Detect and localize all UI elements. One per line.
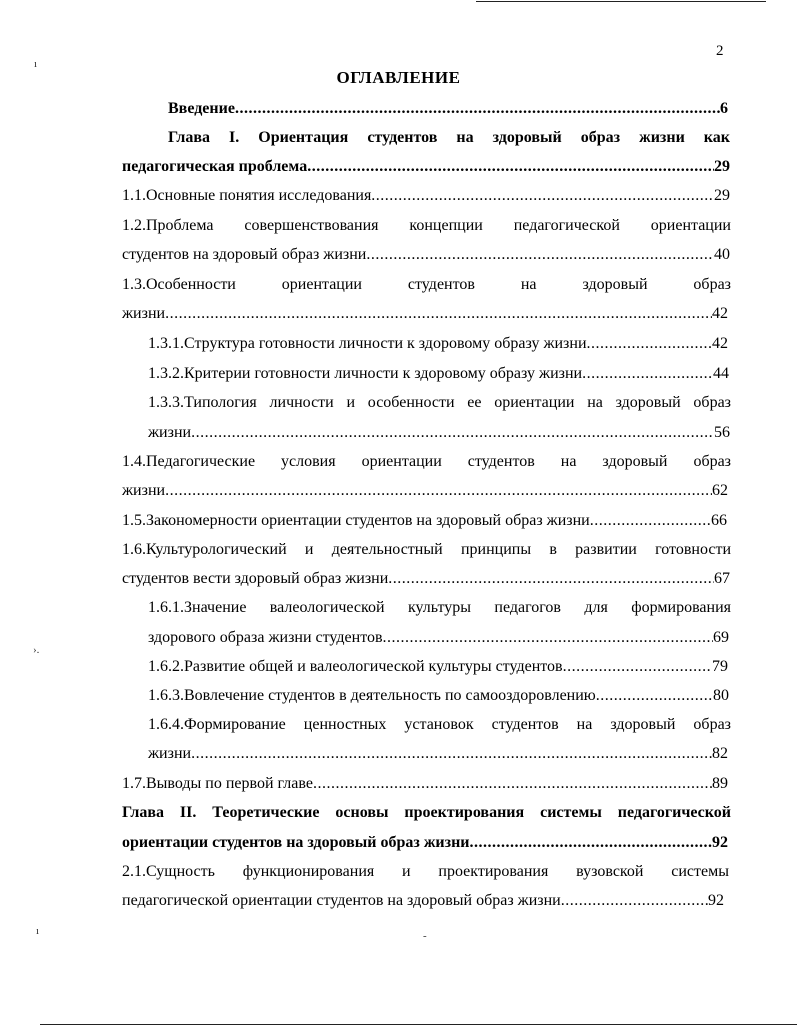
toc-entry-1-3-line-2: жизни ..... 42: [122, 304, 728, 324]
toc-entry-1-6-2: 1.6.2.Развитие общей и валеологической культуры студентов ..... 79: [148, 657, 728, 677]
toc-entry-1-6-3: 1.6.3.Вовлечение студентов в деятельность по самооздоровлению ..... 80: [148, 686, 729, 706]
toc-entry-1-3-2: 1.3.2.Критерии готовности личности к здоровому образу жизни ..... 44: [148, 364, 729, 384]
page-number: 2: [716, 43, 724, 59]
toc-entry-2-1-line-2: педагогической ориентации студентов на здоровый образ жизни ..... 92: [122, 891, 724, 911]
toc-entry-1-2-line-2: студентов на здоровый образ жизни ..... 40: [122, 245, 730, 265]
toc-chapter-2-line-1: Глава II. Теоретические основы проектирования системы педагогической: [122, 804, 731, 821]
scan-edge-top: [476, 1, 766, 2]
toc-entry-1-6-1-line-1: 1.6.1.Значение валеологической культуры педагогов для формирования: [148, 599, 731, 616]
toc-entry-1-2-line-1: 1.2.Проблема совершенствования концепции педагогической ориентации: [122, 217, 731, 234]
toc-entry-1-4-line-1: 1.4.Педагогические условия ориентации студентов на здоровый образ: [122, 453, 731, 470]
page-title: ОГЛАВЛЕНИЕ: [336, 68, 461, 87]
toc-entry-1-3-1: 1.3.1.Структура готовности личности к здоровому образу жизни ..... 42: [148, 334, 728, 354]
toc-entry-2-1-line-1: 2.1.Сущность функционирования и проектирования вузовской системы: [122, 863, 729, 880]
toc-chapter-1-line-2: педагогическая проблема ..... 29: [122, 157, 730, 177]
scan-speck: ›.: [33, 644, 40, 656]
toc-entry-1-3-3-line-2: жизни ..... 56: [148, 423, 730, 443]
scan-edge-bottom: [40, 1024, 797, 1025]
scan-speck: ı: [36, 925, 40, 937]
toc-entry-1-5: 1.5.Закономерности ориентации студентов на здоровый образ жизни ..... 66: [122, 511, 727, 531]
toc-entry-1-6-1-line-2: здорового образа жизни студентов ..... 69: [148, 628, 729, 648]
toc-entry-1-6-4-line-2: жизни ..... 82: [148, 744, 728, 764]
toc-entry-1-4-line-2: жизни ..... 62: [122, 481, 728, 501]
toc-entry-intro: Введение ..... 6: [168, 99, 728, 119]
toc-entry-1-3-3-line-1: 1.3.3.Типология личности и особенности ее ориентации на здоровый образ: [148, 394, 731, 411]
toc-entry-1-6-line-1: 1.6.Культурологический и деятельностный принципы в развитии готовности: [122, 541, 731, 558]
scan-speck: ı: [34, 58, 38, 70]
toc-entry-1-6-4-line-1: 1.6.4.Формирование ценностных установок студентов на здоровый образ: [148, 716, 731, 733]
toc-entry-1-6-line-2: студентов вести здоровый образ жизни ..... 67: [122, 569, 730, 589]
toc-entry-1-3-line-1: 1.3.Особенности ориентации студентов на здоровый образ: [122, 276, 731, 293]
scan-speck: -: [423, 930, 427, 942]
toc-entry-1-7: 1.7.Выводы по первой главе ..... 89: [122, 774, 728, 794]
toc-chapter-2-line-2: ориентации студентов на здоровый образ жизни ..... 92: [122, 833, 728, 853]
toc-chapter-1-line-1: Глава I. Ориентация студентов на здоровый образ жизни как: [168, 129, 730, 146]
toc-entry-1-1: 1.1.Основные понятия исследования ..... 29: [122, 186, 730, 206]
